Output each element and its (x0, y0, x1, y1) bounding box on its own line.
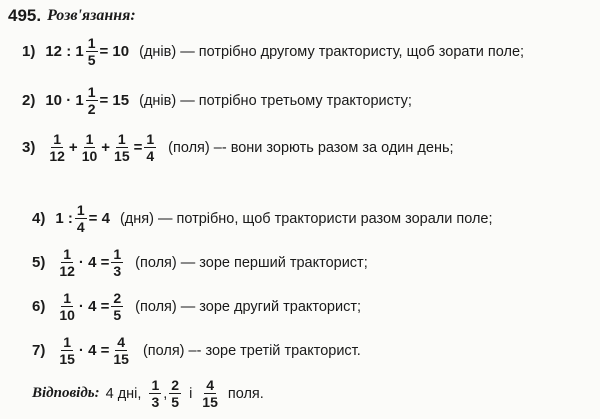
denominator: 10 (59, 307, 75, 323)
numerator: 1 (76, 202, 85, 218)
operator: + (68, 139, 78, 156)
fraction (149, 377, 161, 410)
fraction (86, 84, 98, 117)
denominator: 4 (146, 148, 155, 164)
numerator: 1 (146, 131, 155, 147)
denominator: 5 (113, 307, 122, 323)
solution-label: Розв'язання: (47, 7, 136, 24)
step-index: 4) (32, 210, 46, 227)
operator: + (101, 139, 111, 156)
denominator: 12 (59, 263, 75, 279)
fraction (111, 290, 123, 323)
numerator: 2 (171, 377, 180, 393)
fraction (169, 377, 181, 410)
step-text: (поля) –- вони зорють разом за один день; (168, 139, 454, 156)
expression-part: 12 : 1 (45, 43, 84, 60)
fraction (111, 246, 123, 279)
fraction (144, 131, 156, 164)
numerator: 4 (206, 377, 214, 393)
denominator: 5 (171, 394, 180, 410)
denominator: 3 (113, 263, 122, 279)
step-index: 2) (22, 92, 36, 109)
numerator: 1 (85, 131, 94, 147)
fraction (47, 131, 67, 164)
solution-title (8, 6, 136, 26)
denominator: 15 (202, 394, 218, 410)
step-1 (22, 35, 524, 68)
numerator: 1 (53, 131, 62, 147)
expression-part: · 4 = (78, 254, 110, 271)
step-5 (32, 246, 368, 279)
denominator: 2 (87, 101, 96, 117)
fraction (75, 202, 87, 235)
denominator: 5 (87, 52, 96, 68)
numerator: 1 (87, 35, 96, 51)
step-text: (поля) — зоре перший тракторист; (135, 254, 368, 271)
numerator: 2 (113, 290, 122, 306)
expression-part: 10 · 1 (45, 92, 84, 109)
fraction (111, 334, 131, 367)
conjunction: і (189, 385, 193, 402)
expression-result: = 4 (88, 210, 110, 227)
step-text: (поля) — зоре другий тракторист; (135, 298, 362, 315)
answer-label: Відповідь: (32, 385, 100, 401)
expression-result: = 15 (99, 92, 130, 109)
denominator: 15 (113, 351, 129, 367)
denominator: 4 (76, 219, 85, 235)
expression-result: = 10 (99, 43, 130, 60)
numerator: 4 (117, 334, 126, 350)
step-text: (днів) — потрібно другому трактористу, щоб зорати поле; (139, 43, 525, 60)
denominator: 15 (59, 351, 75, 367)
step-3 (22, 131, 454, 164)
expression-part: 1 : (55, 210, 73, 227)
operator: = (133, 139, 143, 156)
step-text: (поля) –- зоре третій тракторист. (142, 342, 361, 359)
fraction (57, 290, 77, 323)
expression-part: · 4 = (78, 298, 110, 315)
numerator: 1 (151, 377, 160, 393)
answer-tail: поля. (227, 385, 264, 402)
denominator: 12 (49, 148, 65, 164)
separator: , (163, 385, 168, 402)
step-index: 5) (32, 254, 46, 271)
numerator: 1 (87, 84, 96, 100)
numerator: 1 (113, 246, 122, 262)
step-index: 7) (32, 342, 46, 359)
denominator: 15 (114, 148, 130, 164)
fraction (57, 246, 77, 279)
fraction (86, 35, 98, 68)
step-index: 1) (22, 43, 36, 60)
fraction (200, 377, 220, 410)
fraction (112, 131, 132, 164)
step-2 (22, 84, 412, 117)
step-text: (дня) — потрібно, щоб трактористи разом зорали поле; (119, 210, 493, 227)
answer (32, 377, 264, 410)
step-index: 6) (32, 298, 46, 315)
step-7 (32, 334, 361, 367)
step-6 (32, 290, 361, 323)
step-text: (днів) — потрібно третьому трактористу; (139, 92, 412, 109)
numerator: 1 (63, 334, 72, 350)
numerator: 1 (63, 246, 72, 262)
expression-part: · 4 = (78, 342, 110, 359)
denominator: 3 (151, 394, 160, 410)
answer-days: 4 дні, (105, 385, 142, 402)
problem-number: 495. (8, 6, 42, 25)
numerator: 1 (117, 131, 126, 147)
fraction (57, 334, 77, 367)
denominator: 10 (81, 148, 98, 164)
numerator: 1 (63, 290, 72, 306)
step-4 (32, 202, 493, 235)
fraction (80, 131, 100, 164)
step-index: 3) (22, 139, 36, 156)
